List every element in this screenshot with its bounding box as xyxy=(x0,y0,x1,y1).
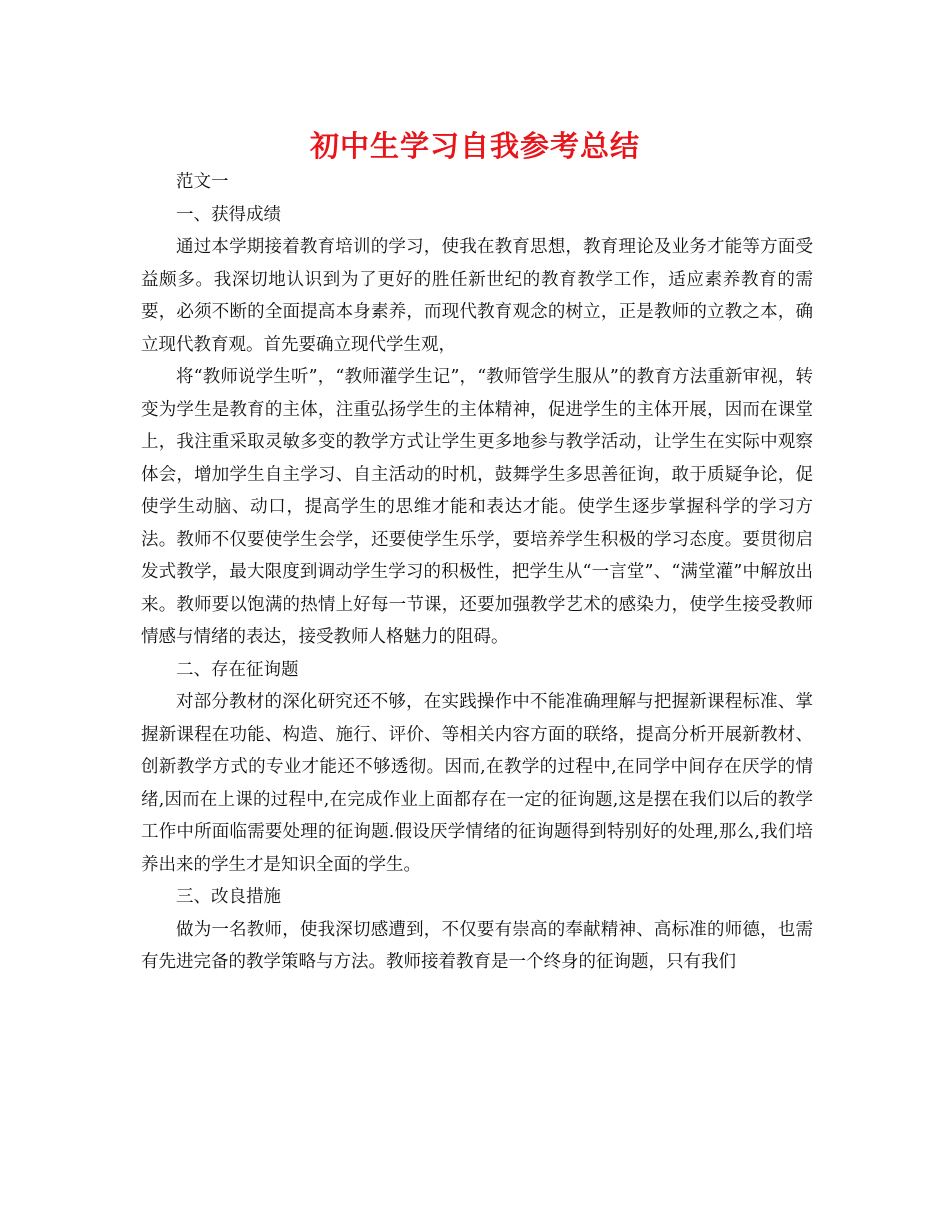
section-heading: 三、改良措施 xyxy=(176,887,281,907)
document-body xyxy=(141,166,813,979)
section-heading: 一、获得成绩 xyxy=(176,204,281,225)
section-heading: 二、存在征询题 xyxy=(176,659,299,680)
sample-label: 范文一 xyxy=(176,172,229,192)
paragraph: 做为一名教师，使我深切感遭到，不仅要有崇高的奉献精神、高标准的师德，也需有先进完备的教学策略与方法。教师接着教育是一个终身的征询题，只有我们 xyxy=(141,919,813,972)
document-title: 初中生学习自我参考总结 xyxy=(309,129,640,163)
paragraph: 将“教师说学生听”，“教师灌学生记”，“教师管学生服从”的教育方法重新审视，转变为学生是教育的主体，注重弘扬学生的主体精神，促进学生的主体开展，因而在课堂上，我注重采取灵敏多变的教学方式让学生更多地参与教学活动，让学生在实际中观察体会，增加学生自主学习、自主活动的时机，鼓舞学生多思善征询，敢于质疑争论，促使学生动脑、动口，提高学生的思维才能和表达才能。使学生逐步掌握科学的学习方法。教师不仅要使学生会学，还要使学生乐学，要培养学生积极的学习态度。要贯彻启发式教学，最大限度到调动学生学习的积极性，把学生从“一言堂”、“满堂灌”中解放出来。教师要以饱满的热情上好每一节课，还要加强教学艺术的感染力，使学生接受教师情感与情绪的表达，接受教师人格魅力的阻碍。 xyxy=(141,367,813,647)
paragraph: 对部分教材的深化研究还不够，在实践操作中不能准确理解与把握新课程标准、掌握新课程在功能、构造、施行、评价、等相关内容方面的联络，提高分析开展新教材、创新教学方式的专业才能还不够透彻。因而,在教学的过程中,在同学中间存在厌学的情绪,因而在上课的过程中,在完成作业上面都存在一定的征询题,这是摆在我们以后的教学工作中所面临需要处理的征询题.假设厌学情绪的征询题得到特别好的处理,那么,我们培养出来的学生才是知识全面的学生。 xyxy=(141,692,813,875)
paragraph: 通过本学期接着教育培训的学习，使我在教育思想，教育理论及业务才能等方面受益颇多。我深切地认识到为了更好的胜任新世纪的教育教学工作，适应素养教育的需要，必须不断的全面提高本身素养，而现代教育观念的树立，正是教师的立教之本，确立现代教育观。首先要确立现代学生观， xyxy=(141,237,813,355)
